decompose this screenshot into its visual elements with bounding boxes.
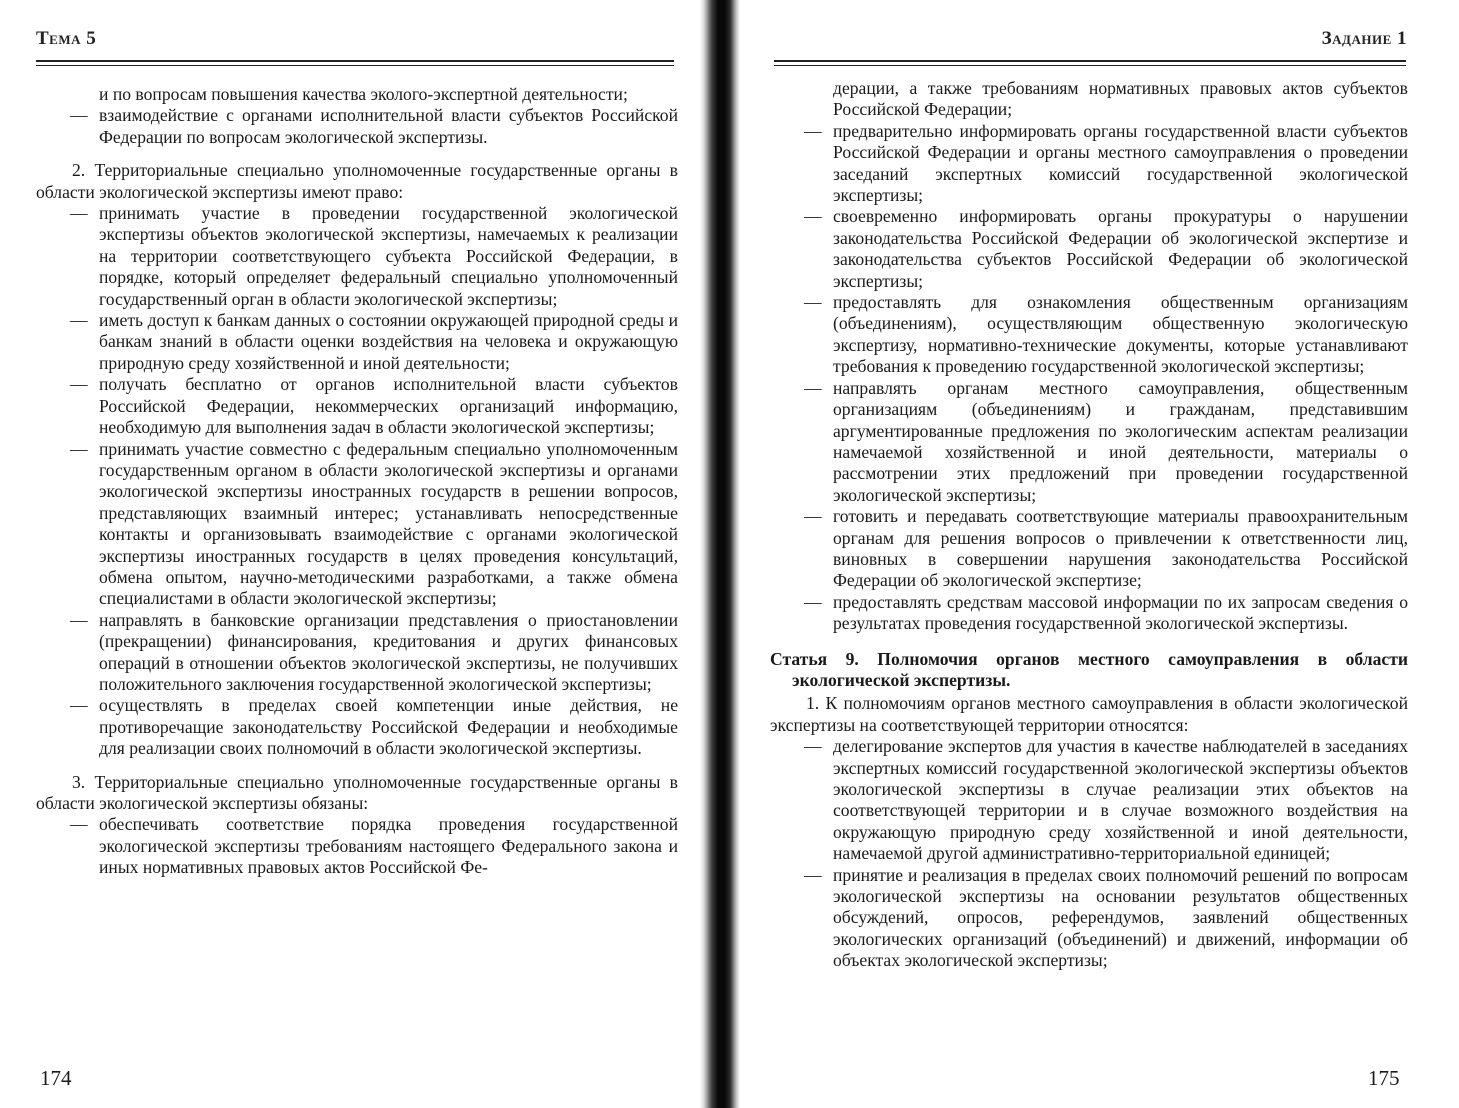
left-page xyxy=(0,0,700,1108)
list-item: — делегирование экспертов для участия в качестве наблюдателей в заседаниях экспертных комиссий государственной экологической экспертизы объектов экологической экспертизы в случае реализации этих объектов на соответствующей территории и в случае возможного воздействия на окружающую природную среду хозяйственной и иной деятельности, намечаемой другой административно-территориальной единицей; xyxy=(770,736,1408,864)
page-number: 174 xyxy=(40,1066,72,1090)
paragraph: 1. К полномочиям органов местного самоуправления в области экологической экспертизы на соответствующей территории относятся: xyxy=(770,693,1408,735)
right-page xyxy=(740,0,1459,1108)
list-item: — получать бесплатно от органов исполнительной власти субъектов Российской Федерации, некоммерческих организаций информацию, необходимую для выполнения задач в области экологической экспертизы; xyxy=(36,374,678,438)
header-rule xyxy=(774,60,1406,62)
list-item: — иметь доступ к банкам данных о состоянии окружающей природной среды и банкам знаний в области оценки воздействия на человека и окружающую природную среду хозяйственной и иной деятельности; xyxy=(36,310,678,374)
list-item: — принимать участие в проведении государственной экологической экспертизы объектов экологической экспертизы, намечаемых к реализации на территории соответствующего субъекта Российской Федерации, в порядке, который определяет федеральный специально уполномоченный государственный орган в области экологической экспертизы; xyxy=(36,203,678,310)
page-number: 175 xyxy=(1368,1066,1400,1090)
continuation-text: дерации, а также требованиям нормативных правовых актов субъектов Российской Федерации; xyxy=(833,78,1408,120)
list-item: — взаимодействие с органами исполнительной власти субъектов Российской Федерации по вопросам экологической экспертизы. xyxy=(36,105,678,148)
item-list xyxy=(770,736,1408,971)
list-item: — готовить и передавать соответствующие материалы правоохранительным органам для решения вопросов о привлечении к ответственности лиц, виновных в совершении нарушения законодательства Российской Федерации об экологической экспертизе; xyxy=(770,506,1408,592)
list-item: — осуществлять в пределах своей компетенции иные действия, не противоречащие законодательству Российской Федерации и необходимые для реализации своих полномочий в области экологической экспертизы. xyxy=(36,695,678,759)
paragraph: 2. Территориальные специально уполномоченные государственные органы в области экологической экспертизы имеют право: xyxy=(36,160,678,202)
book-spine xyxy=(700,0,740,1108)
paragraph: 3. Территориальные специально уполномоченные государственные органы в области экологической экспертизы обязаны: xyxy=(36,771,678,813)
list-item: — принятие и реализация в пределах своих полномочий решений по вопросам экологической экспертизы на основании результатов общественных обсуждений, опросов, референдумов, заявлений общественных экологических организаций (объединений) и движений, информации об объектах экологической экспертизы; xyxy=(770,865,1408,972)
item-list xyxy=(770,121,1408,635)
list-item: — принимать участие совместно с федеральным специально уполномоченным государственным органом в области экологической экспертизы и органами экологической экспертизы иностранных государств в решении вопросов, представляющих взаимный интерес; устанавливать непосредственные контакты и организовывать взаимодействие с органами экологической экспертизы иностранных государств в целях проведения консультаций, обмена опытом, научно-методическими разработками, а также обмена специалистами в области экологической экспертизы; xyxy=(36,439,678,610)
list-item: — обеспечивать соответствие порядка проведения государственной экологической экспертизы требованиям настоящего Федерального закона и иных нормативных правовых актов Российской Фе- xyxy=(36,814,678,878)
list-item: — своевременно информировать органы прокуратуры о нарушении законодательства Российской Федерации об экологической экспертизе и законодательства субъектов Российской Федерации об экологической экспертизы; xyxy=(770,206,1408,292)
page-body xyxy=(36,84,678,879)
list-item: — направлять органам местного самоуправления, общественным организациям (объединениям) и гражданам, представившим аргументированные предложения по экологическим аспектам реализации намечаемой хозяйственной и иной деятельности, материалы о рассмотрении этих предложений при проведении государственной экологической экспертизы; xyxy=(770,378,1408,506)
item-list xyxy=(36,203,678,760)
list-item: — предоставлять средствам массовой информации по их запросам сведения о результатах проведения государственной экологической экспертизы. xyxy=(770,592,1408,635)
list-item: — направлять в банковские организации представления о приостановлении (прекращении) финансирования, кредитования и других финансовых операций в отношении объектов экологической экспертизы, не получивших положительного заключения государственной экологической экспертизы; xyxy=(36,610,678,696)
running-header: Тема 5 xyxy=(36,28,97,49)
article-heading: Статья 9. Полномочия органов местного самоуправления в области экологической экспертизы. xyxy=(770,648,1408,690)
continuation-text: и по вопросам повышения качества эколого-экспертной деятельности; xyxy=(99,84,628,104)
list-item: — предварительно информировать органы государственной власти субъектов Российской Федерации и органы местного самоуправления о проведении заседаний экспертных комиссий государственной экологической экспертизы; xyxy=(770,121,1408,207)
running-header: Задание 1 xyxy=(1321,28,1407,49)
item-list xyxy=(36,105,678,148)
list-item: — предоставлять для ознакомления общественным организациям (объединениям), осуществляющим общественную экологическую экспертизу, нормативно-технические документы, которые устанавливают требования к проведению государственной экологической экспертизы; xyxy=(770,292,1408,378)
item-list xyxy=(36,814,678,878)
page-body xyxy=(770,78,1408,972)
header-rule xyxy=(36,60,674,62)
